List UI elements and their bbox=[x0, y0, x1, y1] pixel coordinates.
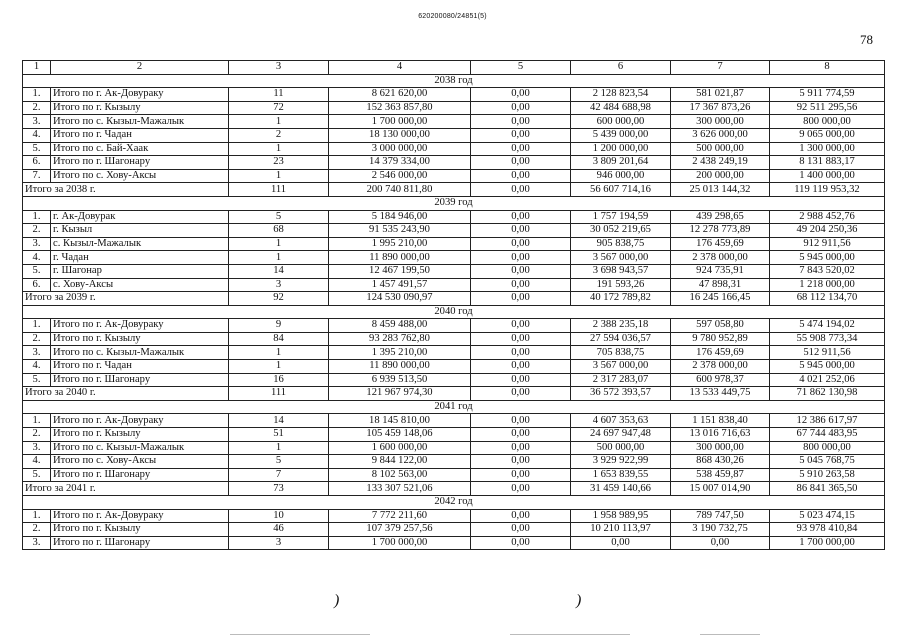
total-row bbox=[23, 183, 885, 197]
table-row bbox=[23, 441, 885, 455]
value-cell: 0,00 bbox=[471, 509, 571, 523]
value-cell: 0,00 bbox=[471, 373, 571, 387]
value-cell: 107 379 257,56 bbox=[329, 523, 471, 537]
value-cell: 1 995 210,00 bbox=[329, 237, 471, 251]
value-cell: 1 200 000,00 bbox=[571, 142, 671, 156]
value-cell: 800 000,00 bbox=[770, 115, 885, 129]
total-value: 13 533 449,75 bbox=[671, 387, 770, 401]
value-cell: 93 978 410,84 bbox=[770, 523, 885, 537]
value-cell: 1 bbox=[229, 441, 329, 455]
table-row bbox=[23, 210, 885, 224]
value-cell: 3 698 943,57 bbox=[571, 264, 671, 278]
value-cell: 3 567 000,00 bbox=[571, 360, 671, 374]
row-index: 2. bbox=[23, 523, 51, 537]
row-index: 2. bbox=[23, 101, 51, 115]
value-cell: 500 000,00 bbox=[671, 142, 770, 156]
total-value: 0,00 bbox=[471, 387, 571, 401]
table-row bbox=[23, 360, 885, 374]
value-cell: 7 772 211,60 bbox=[329, 509, 471, 523]
total-value: 68 112 134,70 bbox=[770, 292, 885, 306]
settlement-name: Итого по г. Кызылу bbox=[51, 101, 229, 115]
value-cell: 176 459,69 bbox=[671, 346, 770, 360]
value-cell: 14 bbox=[229, 264, 329, 278]
total-value: 92 bbox=[229, 292, 329, 306]
total-value: 119 119 953,32 bbox=[770, 183, 885, 197]
value-cell: 200 000,00 bbox=[671, 169, 770, 183]
value-cell: 8 459 488,00 bbox=[329, 319, 471, 333]
total-value: 0,00 bbox=[471, 292, 571, 306]
value-cell: 105 459 148,06 bbox=[329, 428, 471, 442]
value-cell: 1 bbox=[229, 360, 329, 374]
value-cell: 18 145 810,00 bbox=[329, 414, 471, 428]
total-value: 124 530 090,97 bbox=[329, 292, 471, 306]
total-value: 40 172 789,82 bbox=[571, 292, 671, 306]
row-index: 3. bbox=[23, 346, 51, 360]
value-cell: 912 911,56 bbox=[770, 237, 885, 251]
value-cell: 705 838,75 bbox=[571, 346, 671, 360]
row-index: 6. bbox=[23, 156, 51, 170]
table-row bbox=[23, 88, 885, 102]
column-number: 4 bbox=[329, 61, 471, 75]
table-row bbox=[23, 509, 885, 523]
total-row bbox=[23, 387, 885, 401]
value-cell: 2 388 235,18 bbox=[571, 319, 671, 333]
value-cell: 93 283 762,80 bbox=[329, 332, 471, 346]
year-row bbox=[23, 74, 885, 88]
value-cell: 0,00 bbox=[471, 142, 571, 156]
total-value: 36 572 393,57 bbox=[571, 387, 671, 401]
value-cell: 1 bbox=[229, 251, 329, 265]
page-number: 78 bbox=[860, 32, 873, 47]
column-number: 3 bbox=[229, 61, 329, 75]
value-cell: 18 130 000,00 bbox=[329, 128, 471, 142]
value-cell: 7 bbox=[229, 468, 329, 482]
value-cell: 868 430,26 bbox=[671, 455, 770, 469]
value-cell: 0,00 bbox=[471, 210, 571, 224]
year-heading: 2042 год bbox=[23, 496, 885, 510]
value-cell: 1 bbox=[229, 142, 329, 156]
row-index: 4. bbox=[23, 360, 51, 374]
settlement-name: Итого по г. Кызылу bbox=[51, 523, 229, 537]
row-index: 3. bbox=[23, 115, 51, 129]
value-cell: 2 988 452,76 bbox=[770, 210, 885, 224]
value-cell: 597 058,80 bbox=[671, 319, 770, 333]
settlement-name: Итого по г. Ак-Довураку bbox=[51, 88, 229, 102]
column-number: 8 bbox=[770, 61, 885, 75]
table-row bbox=[23, 414, 885, 428]
row-index: 2. bbox=[23, 428, 51, 442]
value-cell: 42 484 688,98 bbox=[571, 101, 671, 115]
value-cell: 84 bbox=[229, 332, 329, 346]
value-cell: 0,00 bbox=[471, 251, 571, 265]
settlement-name: г. Чадан bbox=[51, 251, 229, 265]
total-value: 121 967 974,30 bbox=[329, 387, 471, 401]
value-cell: 1 400 000,00 bbox=[770, 169, 885, 183]
value-cell: 2 378 000,00 bbox=[671, 360, 770, 374]
value-cell: 600 000,00 bbox=[571, 115, 671, 129]
scan-edge-line bbox=[700, 634, 760, 635]
value-cell: 68 bbox=[229, 224, 329, 238]
value-cell: 0,00 bbox=[471, 115, 571, 129]
total-value: 0,00 bbox=[471, 183, 571, 197]
value-cell: 11 bbox=[229, 88, 329, 102]
value-cell: 581 021,87 bbox=[671, 88, 770, 102]
value-cell: 16 bbox=[229, 373, 329, 387]
value-cell: 1 bbox=[229, 346, 329, 360]
settlement-name: Итого по с. Кызыл-Мажалык bbox=[51, 346, 229, 360]
value-cell: 72 bbox=[229, 101, 329, 115]
settlement-name: Итого по с. Хову-Аксы bbox=[51, 169, 229, 183]
row-index: 5. bbox=[23, 264, 51, 278]
total-value: 16 245 166,45 bbox=[671, 292, 770, 306]
table-row bbox=[23, 523, 885, 537]
column-number: 7 bbox=[671, 61, 770, 75]
row-index: 1. bbox=[23, 319, 51, 333]
settlement-name: Итого по г. Кызылу bbox=[51, 332, 229, 346]
value-cell: 10 bbox=[229, 509, 329, 523]
value-cell: 3 809 201,64 bbox=[571, 156, 671, 170]
total-value: 31 459 140,66 bbox=[571, 482, 671, 496]
value-cell: 3 567 000,00 bbox=[571, 251, 671, 265]
value-cell: 0,00 bbox=[471, 264, 571, 278]
value-cell: 14 379 334,00 bbox=[329, 156, 471, 170]
value-cell: 191 593,26 bbox=[571, 278, 671, 292]
value-cell: 11 890 000,00 bbox=[329, 360, 471, 374]
value-cell: 0,00 bbox=[671, 536, 770, 550]
settlement-name: Итого по г. Чадан bbox=[51, 360, 229, 374]
row-index: 1. bbox=[23, 414, 51, 428]
row-index: 6. bbox=[23, 278, 51, 292]
value-cell: 8 102 563,00 bbox=[329, 468, 471, 482]
value-cell: 0,00 bbox=[471, 360, 571, 374]
value-cell: 300 000,00 bbox=[671, 115, 770, 129]
total-value: 71 862 130,98 bbox=[770, 387, 885, 401]
value-cell: 0,00 bbox=[471, 278, 571, 292]
column-number: 6 bbox=[571, 61, 671, 75]
value-cell: 300 000,00 bbox=[671, 441, 770, 455]
value-cell: 152 363 857,80 bbox=[329, 101, 471, 115]
value-cell: 0,00 bbox=[471, 224, 571, 238]
value-cell: 51 bbox=[229, 428, 329, 442]
row-index: 2. bbox=[23, 332, 51, 346]
value-cell: 512 911,56 bbox=[770, 346, 885, 360]
value-cell: 1 bbox=[229, 237, 329, 251]
table-row bbox=[23, 169, 885, 183]
value-cell: 9 844 122,00 bbox=[329, 455, 471, 469]
year-heading: 2038 год bbox=[23, 74, 885, 88]
value-cell: 14 bbox=[229, 414, 329, 428]
settlement-name: Итого по г. Ак-Довураку bbox=[51, 319, 229, 333]
settlement-name: Итого по г. Шагонару bbox=[51, 373, 229, 387]
total-row bbox=[23, 292, 885, 306]
value-cell: 1 300 000,00 bbox=[770, 142, 885, 156]
value-cell: 1 151 838,40 bbox=[671, 414, 770, 428]
value-cell: 5 023 474,15 bbox=[770, 509, 885, 523]
handwritten-mark: ) bbox=[334, 592, 340, 609]
value-cell: 2 546 000,00 bbox=[329, 169, 471, 183]
settlement-name: с. Хову-Аксы bbox=[51, 278, 229, 292]
total-value: 15 007 014,90 bbox=[671, 482, 770, 496]
table-row bbox=[23, 101, 885, 115]
value-cell: 0,00 bbox=[471, 346, 571, 360]
settlement-name: с. Кызыл-Мажалык bbox=[51, 237, 229, 251]
value-cell: 0,00 bbox=[471, 237, 571, 251]
value-cell: 905 838,75 bbox=[571, 237, 671, 251]
value-cell: 2 bbox=[229, 128, 329, 142]
value-cell: 1 757 194,59 bbox=[571, 210, 671, 224]
value-cell: 2 438 249,19 bbox=[671, 156, 770, 170]
value-cell: 0,00 bbox=[471, 332, 571, 346]
value-cell: 9 bbox=[229, 319, 329, 333]
value-cell: 49 204 250,36 bbox=[770, 224, 885, 238]
total-value: 200 740 811,80 bbox=[329, 183, 471, 197]
total-value: 133 307 521,06 bbox=[329, 482, 471, 496]
value-cell: 0,00 bbox=[471, 128, 571, 142]
value-cell: 5 439 000,00 bbox=[571, 128, 671, 142]
document-id: 620200080/24851(5) bbox=[418, 13, 487, 20]
value-cell: 800 000,00 bbox=[770, 441, 885, 455]
table-row bbox=[23, 142, 885, 156]
year-heading: 2039 год bbox=[23, 196, 885, 210]
value-cell: 4 607 353,63 bbox=[571, 414, 671, 428]
settlement-name: Итого по г. Ак-Довураку bbox=[51, 509, 229, 523]
value-cell: 1 700 000,00 bbox=[329, 115, 471, 129]
value-cell: 0,00 bbox=[471, 88, 571, 102]
handwritten-mark: ) bbox=[576, 592, 582, 609]
value-cell: 789 747,50 bbox=[671, 509, 770, 523]
row-index: 5. bbox=[23, 142, 51, 156]
table-row bbox=[23, 346, 885, 360]
table-row bbox=[23, 251, 885, 265]
value-cell: 3 929 922,99 bbox=[571, 455, 671, 469]
value-cell: 9 780 952,89 bbox=[671, 332, 770, 346]
settlement-name: Итого по с. Кызыл-Мажалык bbox=[51, 115, 229, 129]
total-label: Итого за 2038 г. bbox=[23, 183, 229, 197]
value-cell: 10 210 113,97 bbox=[571, 523, 671, 537]
total-row bbox=[23, 482, 885, 496]
total-value: 0,00 bbox=[471, 482, 571, 496]
value-cell: 1 700 000,00 bbox=[770, 536, 885, 550]
value-cell: 600 978,37 bbox=[671, 373, 770, 387]
value-cell: 5 911 774,59 bbox=[770, 88, 885, 102]
row-index: 1. bbox=[23, 210, 51, 224]
settlement-name: Итого по г. Чадан bbox=[51, 128, 229, 142]
row-index: 4. bbox=[23, 455, 51, 469]
value-cell: 1 653 839,55 bbox=[571, 468, 671, 482]
row-index: 4. bbox=[23, 128, 51, 142]
total-value: 111 bbox=[229, 387, 329, 401]
table-row bbox=[23, 128, 885, 142]
value-cell: 500 000,00 bbox=[571, 441, 671, 455]
header-row bbox=[23, 61, 885, 75]
year-row bbox=[23, 496, 885, 510]
value-cell: 1 395 210,00 bbox=[329, 346, 471, 360]
value-cell: 5 bbox=[229, 210, 329, 224]
settlement-name: Итого по г. Шагонару bbox=[51, 156, 229, 170]
value-cell: 3 626 000,00 bbox=[671, 128, 770, 142]
value-cell: 55 908 773,34 bbox=[770, 332, 885, 346]
table-row bbox=[23, 319, 885, 333]
table-row bbox=[23, 468, 885, 482]
value-cell: 1 600 000,00 bbox=[329, 441, 471, 455]
settlement-name: г. Ак-Довурак bbox=[51, 210, 229, 224]
settlement-name: г. Шагонар bbox=[51, 264, 229, 278]
value-cell: 0,00 bbox=[471, 536, 571, 550]
total-value: 111 bbox=[229, 183, 329, 197]
settlement-name: г. Кызыл bbox=[51, 224, 229, 238]
scan-edge-line bbox=[510, 634, 630, 635]
value-cell: 7 843 520,02 bbox=[770, 264, 885, 278]
total-label: Итого за 2040 г. bbox=[23, 387, 229, 401]
value-cell: 924 735,91 bbox=[671, 264, 770, 278]
year-heading: 2040 год bbox=[23, 305, 885, 319]
settlement-name: Итого по г. Кызылу bbox=[51, 428, 229, 442]
value-cell: 0,00 bbox=[471, 441, 571, 455]
value-cell: 12 467 199,50 bbox=[329, 264, 471, 278]
table-row bbox=[23, 115, 885, 129]
row-index: 3. bbox=[23, 536, 51, 550]
table-row bbox=[23, 224, 885, 238]
value-cell: 3 000 000,00 bbox=[329, 142, 471, 156]
total-value: 25 013 144,32 bbox=[671, 183, 770, 197]
value-cell: 946 000,00 bbox=[571, 169, 671, 183]
scan-edge-line bbox=[230, 634, 370, 635]
value-cell: 8 621 620,00 bbox=[329, 88, 471, 102]
value-cell: 5 184 946,00 bbox=[329, 210, 471, 224]
table-row bbox=[23, 264, 885, 278]
value-cell: 1 218 000,00 bbox=[770, 278, 885, 292]
table-row bbox=[23, 278, 885, 292]
value-cell: 0,00 bbox=[571, 536, 671, 550]
row-index: 2. bbox=[23, 224, 51, 238]
row-index: 3. bbox=[23, 441, 51, 455]
value-cell: 5 945 000,00 bbox=[770, 360, 885, 374]
table-row bbox=[23, 455, 885, 469]
value-cell: 8 131 883,17 bbox=[770, 156, 885, 170]
value-cell: 23 bbox=[229, 156, 329, 170]
value-cell: 9 065 000,00 bbox=[770, 128, 885, 142]
settlement-name: Итого по с. Бай-Хаак bbox=[51, 142, 229, 156]
value-cell: 46 bbox=[229, 523, 329, 537]
value-cell: 0,00 bbox=[471, 319, 571, 333]
column-number: 2 bbox=[51, 61, 229, 75]
year-row bbox=[23, 305, 885, 319]
value-cell: 1 958 989,95 bbox=[571, 509, 671, 523]
value-cell: 92 511 295,56 bbox=[770, 101, 885, 115]
row-index: 5. bbox=[23, 373, 51, 387]
value-cell: 5 945 000,00 bbox=[770, 251, 885, 265]
value-cell: 2 317 283,07 bbox=[571, 373, 671, 387]
value-cell: 67 744 483,95 bbox=[770, 428, 885, 442]
total-value: 86 841 365,50 bbox=[770, 482, 885, 496]
value-cell: 1 bbox=[229, 115, 329, 129]
total-value: 56 607 714,16 bbox=[571, 183, 671, 197]
table-row bbox=[23, 156, 885, 170]
value-cell: 0,00 bbox=[471, 468, 571, 482]
value-cell: 47 898,31 bbox=[671, 278, 770, 292]
value-cell: 5 474 194,02 bbox=[770, 319, 885, 333]
table-row bbox=[23, 332, 885, 346]
value-cell: 6 939 513,50 bbox=[329, 373, 471, 387]
value-cell: 24 697 947,48 bbox=[571, 428, 671, 442]
value-cell: 2 378 000,00 bbox=[671, 251, 770, 265]
value-cell: 176 459,69 bbox=[671, 237, 770, 251]
value-cell: 11 890 000,00 bbox=[329, 251, 471, 265]
value-cell: 0,00 bbox=[471, 523, 571, 537]
year-heading: 2041 год bbox=[23, 400, 885, 414]
value-cell: 1 457 491,57 bbox=[329, 278, 471, 292]
value-cell: 91 535 243,90 bbox=[329, 224, 471, 238]
value-cell: 0,00 bbox=[471, 156, 571, 170]
value-cell: 5 910 263,58 bbox=[770, 468, 885, 482]
value-cell: 13 016 716,63 bbox=[671, 428, 770, 442]
value-cell: 3 190 732,75 bbox=[671, 523, 770, 537]
total-label: Итого за 2041 г. bbox=[23, 482, 229, 496]
settlement-name: Итого по с. Кызыл-Мажалык bbox=[51, 441, 229, 455]
row-index: 3. bbox=[23, 237, 51, 251]
table-row bbox=[23, 237, 885, 251]
settlement-name: Итого по г. Шагонару bbox=[51, 468, 229, 482]
column-number: 5 bbox=[471, 61, 571, 75]
value-cell: 5 bbox=[229, 455, 329, 469]
value-cell: 0,00 bbox=[471, 101, 571, 115]
value-cell: 0,00 bbox=[471, 169, 571, 183]
value-cell: 3 bbox=[229, 536, 329, 550]
row-index: 7. bbox=[23, 169, 51, 183]
value-cell: 439 298,65 bbox=[671, 210, 770, 224]
value-cell: 4 021 252,06 bbox=[770, 373, 885, 387]
table-row bbox=[23, 536, 885, 550]
settlement-name: Итого по с. Хову-Аксы bbox=[51, 455, 229, 469]
value-cell: 538 459,87 bbox=[671, 468, 770, 482]
value-cell: 5 045 768,75 bbox=[770, 455, 885, 469]
year-row bbox=[23, 196, 885, 210]
value-cell: 27 594 036,57 bbox=[571, 332, 671, 346]
value-cell: 0,00 bbox=[471, 428, 571, 442]
column-number: 1 bbox=[23, 61, 51, 75]
table-row bbox=[23, 428, 885, 442]
value-cell: 0,00 bbox=[471, 414, 571, 428]
value-cell: 1 700 000,00 bbox=[329, 536, 471, 550]
value-cell: 2 128 823,54 bbox=[571, 88, 671, 102]
value-cell: 30 052 219,65 bbox=[571, 224, 671, 238]
row-index: 1. bbox=[23, 88, 51, 102]
row-index: 5. bbox=[23, 468, 51, 482]
settlement-name: Итого по г. Шагонару bbox=[51, 536, 229, 550]
total-value: 73 bbox=[229, 482, 329, 496]
row-index: 4. bbox=[23, 251, 51, 265]
value-cell: 3 bbox=[229, 278, 329, 292]
settlement-name: Итого по г. Ак-Довураку bbox=[51, 414, 229, 428]
value-cell: 12 386 617,97 bbox=[770, 414, 885, 428]
row-index: 1. bbox=[23, 509, 51, 523]
table-row bbox=[23, 373, 885, 387]
value-cell: 17 367 873,26 bbox=[671, 101, 770, 115]
budget-table bbox=[22, 60, 885, 550]
value-cell: 0,00 bbox=[471, 455, 571, 469]
year-row bbox=[23, 400, 885, 414]
total-label: Итого за 2039 г. bbox=[23, 292, 229, 306]
value-cell: 1 bbox=[229, 169, 329, 183]
value-cell: 12 278 773,89 bbox=[671, 224, 770, 238]
